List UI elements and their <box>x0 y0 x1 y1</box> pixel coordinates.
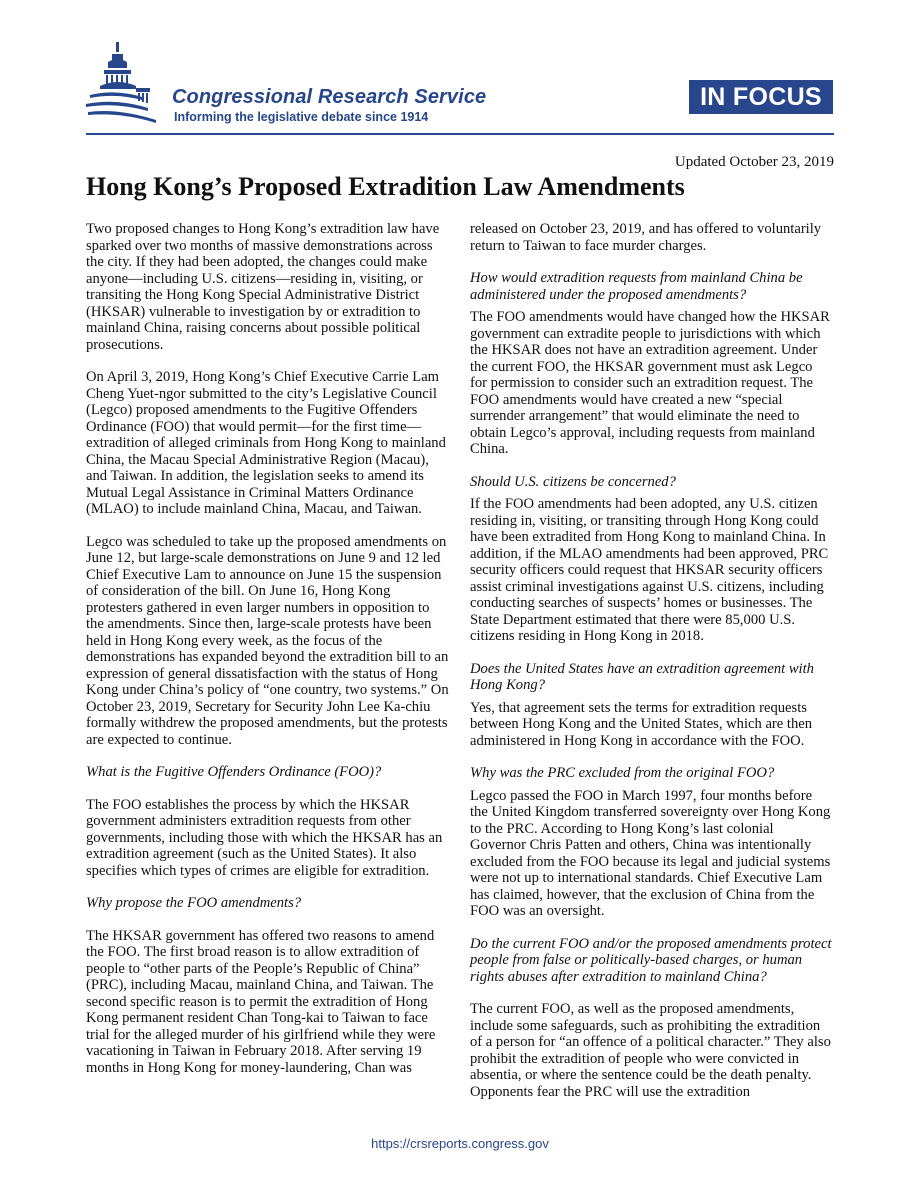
section-heading: Does the United States have an extradition agreement with Hong Kong? <box>470 660 814 693</box>
page-title: Hong Kong’s Proposed Extradition Law Amendments <box>86 172 685 201</box>
header-divider <box>86 133 834 135</box>
section-heading: Do the current FOO and/or the proposed amendments protect people from false or politically-based charges, or human rights abuses after extradition to mainland China? <box>470 935 832 985</box>
paragraph: Yes, that agreement sets the terms for extradition requests between Hong Kong and the United States, which are then administered in Hong Kong in accordance with the FOO. <box>470 699 813 749</box>
page-header <box>0 0 920 140</box>
section-heading: How would extradition requests from mainland China be administered under the proposed amendments? <box>470 270 803 303</box>
in-focus-badge: IN FOCUS <box>689 80 833 114</box>
paragraph: Legco was scheduled to take up the proposed amendments on June 12, but large-scale demonstrations on June 9 and 12 led Chief Executive Lam to announce on June 15 the suspension of consideration of the bill. On June 16, Hong Kong protesters gathered in even larger numbers in opposition to the amendments. Since then, large-scale protests have been held in Hong Kong every week, as the focus of the demonstrations has expanded beyond the extradition bill to an expression of general dissatisfaction with the status of Hong Kong under China’s policy of “one country, two systems.” On October 23, 2019, Secretary for Security John Lee Ka-chiu formally withdrew the proposed amendments, but the protests are expected to continue. <box>86 533 449 748</box>
left-column <box>86 221 449 1092</box>
org-name: Congressional Research Service <box>172 86 487 108</box>
paragraph: The FOO amendments would have changed how the HKSAR government can extradite people to jurisdictions with which the HKSAR does not have an extradition agreement. Under the current FOO, the HKSAR government must ask Legco for permission to consider such an extradition request. The FOO amendments would have created a new “special surrender arrangement” that would eliminate the need to obtain Legco’s approval, including requests from mainland China. <box>470 309 830 457</box>
paragraph: Legco passed the FOO in March 1997, four months before the United Kingdom transferred sovereignty over Hong Kong to the PRC. According to Hong Kong’s last colonial Governor Chris Patten and others, China was intentionally excluded from the FOO because its legal and judicial systems were not up to international standards. Chief Executive Lam has claimed, however, that the exclusion of China from the FOO was an oversight. <box>470 787 831 919</box>
paragraph: released on October 23, 2019, and has offered to voluntarily return to Taiwan to face murder charges. <box>470 221 822 254</box>
section-heading: Should U.S. citizens be concerned? <box>470 473 676 490</box>
section-heading: What is the Fugitive Offenders Ordinance (FOO)? <box>86 764 382 780</box>
section-heading: Why was the PRC excluded from the original FOO? <box>470 765 775 781</box>
section-heading: Why propose the FOO amendments? <box>86 895 302 911</box>
updated-date: Updated October 23, 2019 <box>674 154 834 170</box>
paragraph: The HKSAR government has offered two reasons to amend the FOO. The first broad reason is to allow extradition of people to “other parts of the People’s Republic of China” (PRC), including Macau, mainland China, and Taiwan. The second specific reason is to permit the extradition of Hong Kong permanent resident Chan Tong-kai to Taiwan to face trial for the alleged murder of his girlfriend while they were vacationing in Taiwan in February 2018. After serving 19 months in Hong Kong for money-laundering, Chan was <box>86 927 436 1076</box>
paragraph: Two proposed changes to Hong Kong’s extradition law have sparked over two months of massive demonstrations across the city. If they had been adopted, the changes could make anyone—including U.S. citizens—residing in, visiting, or transiting the Hong Kong Special Administrative District (HKSAR) vulnerable to investigation by or extradition to mainland China, raising concerns about possible political prosecutions. <box>86 221 440 353</box>
footer-url[interactable]: https://crsreports.congress.gov <box>371 1136 549 1151</box>
paragraph: On April 3, 2019, Hong Kong’s Chief Executive Carrie Lam Cheng Yuet-ngor submitted to the city’s Legislative Council (Legco) proposed amendments to the Fugitive Offenders Ordinance (FOO) that would permit—for the first time—extradition of alleged criminals from Hong Kong to mainland China, the Macau Special Administrative Region (Macau), and Taiwan. In addition, the legislation seeks to amend its Mutual Legal Assistance in Criminal Matters Ordinance (MLAO) to include mainland China, Macau, and Taiwan. <box>86 369 446 517</box>
paragraph: The FOO establishes the process by which the HKSAR government administers extradition requests from other governments, including those with which the HKSAR has an extradition agreement (such as the United States). It also specifies which types of crimes are eligible for extradition. <box>86 796 443 879</box>
paragraph: If the FOO amendments had been adopted, any U.S. citizen residing in, visiting, or transiting through Hong Kong could have been extradited from Hong Kong to mainland China. In addition, if the MLAO amendments had been approved, PRC security officers could request that HKSAR security officers assist criminal investigations against U.S. citizens, including conducting searches of suspects’ homes or businesses. The State Department estimated that there were 85,000 U.S. citizens residing in Hong Kong in 2018. <box>470 496 829 644</box>
capitol-dome-icon <box>86 40 166 130</box>
org-tagline: Informing the legislative debate since 1914 <box>174 110 429 124</box>
right-column <box>470 221 833 1116</box>
paragraph: The current FOO, as well as the proposed amendments, include some safeguards, such as prohibiting the extradition of a person for “an offence of a political character.” They also prohibit the extradition of people who were convicted in absentia, or where the sentence could be the death penalty. Opponents fear the PRC will use the extradition <box>470 1001 831 1100</box>
